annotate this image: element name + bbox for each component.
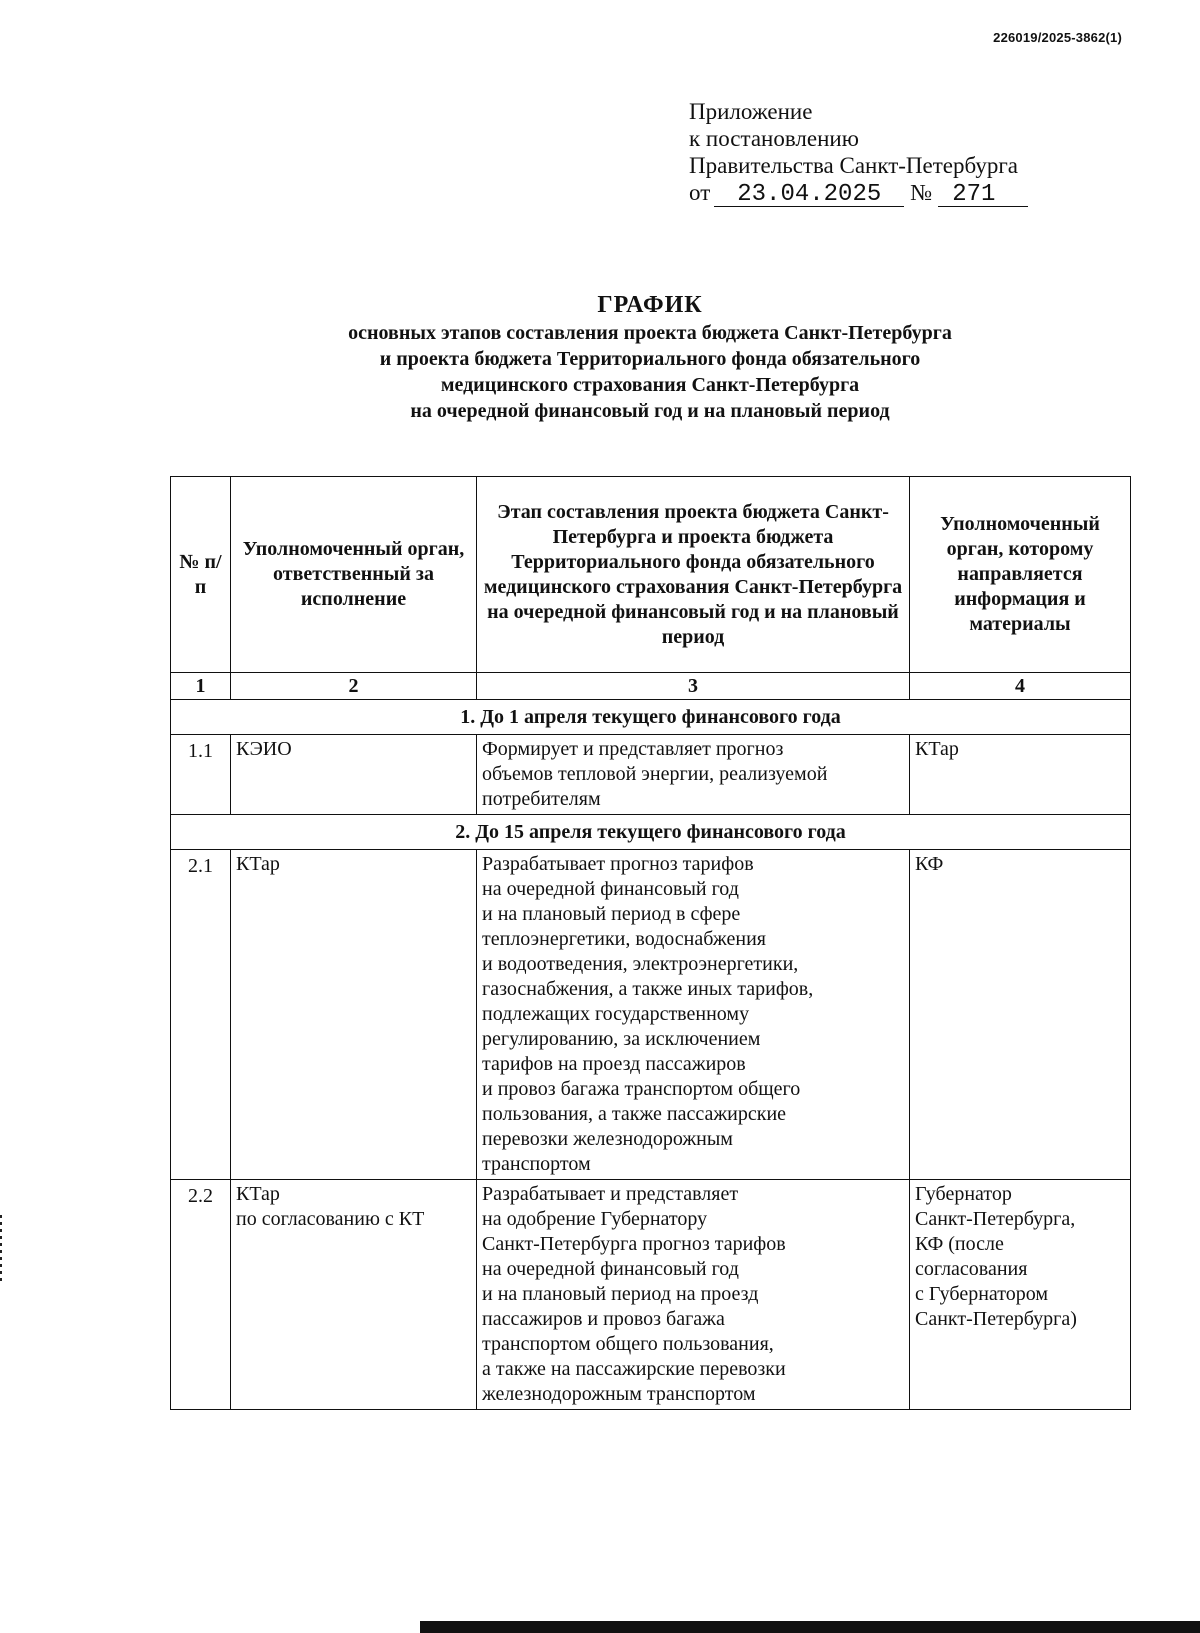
row-responsible: КТар по согласованию с КТ <box>231 1180 477 1410</box>
column-number-row <box>171 673 1131 700</box>
resolution-number: 271 <box>938 184 1028 207</box>
scan-edge-marks <box>0 1215 2 1285</box>
column-number: 2 <box>231 673 477 700</box>
row-recipient: КТар <box>910 735 1131 815</box>
row-stage: Разрабатывает прогноз тарифов на очередной финансовый год и на плановый период в сфере теплоэнергетики, водоснабжения и водоотведения, электроэнергетики, газоснабжения, а также иных тарифов, подлежащих государственному регулированию, за исключением тарифов на проезд пассажиров и провоз багажа транспортом общего пользования, а также пассажирские перевозки железнодорожным транспортом <box>477 850 910 1180</box>
title-main: ГРАФИК <box>597 292 703 318</box>
header-stage: Этап составления проекта бюджета Санкт-Петербурга и проекта бюджета Территориального фонда обязательного медицинского страхования Санкт-Петербурга на очередной финансовый год и на плановый период <box>477 477 910 673</box>
date-prefix: от <box>689 180 711 205</box>
row-number: 2.1 <box>171 850 231 1180</box>
row-recipient: Губернатор Санкт-Петербурга, КФ (после согласования с Губернатором Санкт-Петербурга) <box>910 1180 1131 1410</box>
document-title <box>170 290 1130 424</box>
column-number: 1 <box>171 673 231 700</box>
row-recipient: КФ <box>910 850 1131 1180</box>
row-number: 2.2 <box>171 1180 231 1410</box>
header-row <box>171 477 1131 673</box>
number-prefix: № <box>910 180 933 205</box>
row-responsible: КТар <box>231 850 477 1180</box>
column-number: 3 <box>477 673 910 700</box>
table-row <box>171 1180 1131 1410</box>
scan-bottom-edge <box>420 1621 1200 1633</box>
appendix-block <box>689 98 1028 207</box>
appendix-date-line <box>689 179 1028 207</box>
schedule-table <box>170 476 1131 1410</box>
appendix-line-2: к постановлению <box>689 126 859 151</box>
row-stage: Формирует и представляет прогноз объемов тепловой энергии, реализуемой потребителям <box>477 735 910 815</box>
row-responsible: КЭИО <box>231 735 477 815</box>
column-number: 4 <box>910 673 1131 700</box>
table-row <box>171 850 1131 1180</box>
resolution-date: 23.04.2025 <box>714 184 904 207</box>
title-subtitle: основных этапов составления проекта бюджета Санкт-Петербурга и проекта бюджета Территориального фонда обязательного медицинского страхования Санкт-Петербурга на очередной финансовый год и на плановый период <box>348 322 952 422</box>
section-title: 1. До 1 апреля текущего финансового года <box>171 700 1131 735</box>
row-stage: Разрабатывает и представляет на одобрение Губернатору Санкт-Петербурга прогноз тарифов на очередной финансовый год и на плановый период на проезд пассажиров и провоз багажа транспортом общего пользования, а также на пассажирские перевозки железнодорожным транспортом <box>477 1180 910 1410</box>
header-responsible: Уполномоченный орган, ответственный за исполнение <box>231 477 477 673</box>
section-header <box>171 700 1131 735</box>
appendix-line-1: Приложение <box>689 99 813 124</box>
row-number: 1.1 <box>171 735 231 815</box>
section-title: 2. До 15 апреля текущего финансового года <box>171 815 1131 850</box>
appendix-line-3: Правительства Санкт-Петербурга <box>689 153 1018 178</box>
header-number: № п/п <box>171 477 231 673</box>
section-header <box>171 815 1131 850</box>
table-row <box>171 735 1131 815</box>
document-id: 226019/2025-3862(1) <box>993 30 1122 45</box>
header-recipient: Уполномоченный орган, которому направляется информация и материалы <box>910 477 1131 673</box>
